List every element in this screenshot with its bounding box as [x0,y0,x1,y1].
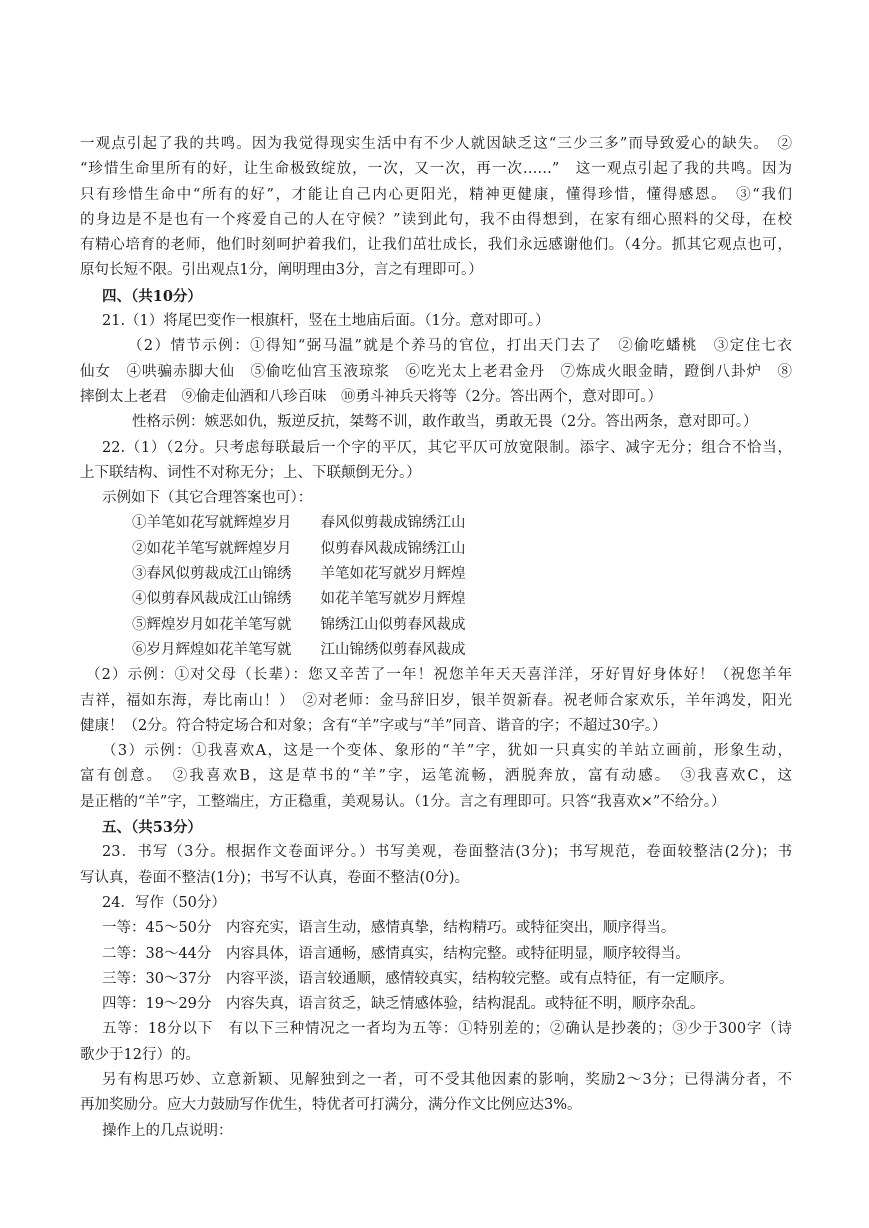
section-heading-four: 四、（共10分） [102,287,202,305]
section-heading-five: 五、（共53分） [102,819,202,837]
grade-level-3: 三等：30～37分 内容平淡，语言较通顺，感情较真实，结构较完整。或有点特征，有一定顺序。 [102,970,734,987]
text-line: 健康！（2分。符合特定场合和对象；含有“羊”字或与“羊”同音、谐音的字；不超过30字。） [80,717,667,734]
bonus-note: 另有构思巧妙、立意新颖、见解独到之一者，可不受其他因素的影响，奖励2～3分；已得满分者，不 [102,1071,792,1088]
question-22-1: 22.（1）（2分。只考虑每联最后一个字的平仄，其它平仄可放宽限制。添字、减字无分；组合不恰当， [102,439,792,456]
text-line: 富有创意。 ②我喜欢B，这是草书的“羊”字，运笔流畅，洒脱奔放，富有动感。 ③我喜欢C，这 [80,768,792,785]
answer-key-page [80,132,792,1144]
couplet-example: ⑤辉煌岁月如花羊笔写就 锦绣江山似剪春风裁成 [132,616,466,633]
question-24: 24．写作（50分） [102,894,226,911]
personality-example: 性格示例：嫉恶如仇，叛逆反抗，桀骜不训，敢作敢当，勇敢无畏（2分。答出两条，意对即可。） [132,414,758,431]
text-line: 只有珍惜生命中“所有的好”，才能让自己内心更阳光，精神更健康，懂得珍惜，懂得感恩。 ③“我们 [80,186,792,203]
couplet-example: ①羊笔如花写就辉煌岁月 春风似剪裁成锦绣江山 [132,515,466,532]
text-line: 仙女 ④哄骗赤脚大仙 ⑤偷吃仙宫玉液琼浆 ⑥吃光太上老君金丹 ⑦炼成火眼金睛，蹬倒八卦炉 ⑧ [80,363,792,380]
example-heading: 示例如下（其它合理答案也可）： [102,490,313,507]
text-line: 是正楷的“羊”字，工整端庄，方正稳重，美观易认。（1分。言之有理即可。只答“我喜欢×”不给分。） [80,793,726,810]
couplet-example: ⑥岁月辉煌如花羊笔写就 江山锦绣似剪春风裁成 [132,641,466,658]
text-line: 有精心培育的老师，他们时刻呵护着我们，让我们茁壮成长，我们永远感谢他们。（4分。抓其它观点也可， [80,237,792,254]
grade-level-1: 一等：45～50分 内容充实，语言生动，感情真挚，结构精巧。或特征突出，顺序得当。 [102,920,676,937]
text-line: 再加奖励分。应大力鼓励写作优生，特优者可打满分，满分作文比例应达3%。 [80,1097,582,1114]
question-23: 23．书写（3分。根据作文卷面评分。）书写美观，卷面整洁(3分)；书写规范，卷面较整洁(2分)；书 [102,844,792,861]
text-line: 歌少于12行）的。 [80,1046,200,1063]
question-22-3: （3）示例：①我喜欢A，这是一个变体、象形的“羊”字，犹如一只真实的羊站立画前，形象生动， [102,743,792,760]
couplet-example: ②如花羊笔写就辉煌岁月 似剪春风裁成锦绣江山 [132,540,466,557]
grade-level-5: 五等：18分以下 有以下三种情况之一者均为五等：①特别差的；②确认是抄袭的；③少于300字（诗 [102,1021,792,1038]
text-line: 写认真，卷面不整洁(1分)；书写不认真，卷面不整洁(0分)。 [80,869,470,886]
text-line: “珍惜生命里所有的好，让生命极致绽放，一次，又一次，再一次……” 这一观点引起了我的共鸣。因为 [80,161,792,178]
grade-level-4: 四等：19～29分 内容失真，语言贫乏，缺乏情感体验，结构混乱。或特征不明，顺序杂乱。 [102,996,705,1013]
text-line: 的身边是不是也有一个疼爱自己的人在守候？”读到此句，我不由得想到，在家有细心照料的父母，在校 [80,211,792,228]
text-line: 一观点引起了我的共鸣。因为我觉得现实生活中有不少人就因缺乏这“三少三多”而导致爱心的缺失。 ② [80,136,792,152]
question-21-1: 21.（1）将尾巴变作一根旗杆，竖在土地庙后面。（1分。意对即可。） [102,313,550,330]
couplet-example: ④似剪春风裁成江山锦绣 如花羊笔写就岁月辉煌 [132,591,466,608]
question-22-2: （2）示例：①对父母（长辈）：您又辛苦了一年！祝您羊年天天喜洋洋，牙好胃好身体好！（祝您羊年 [86,667,792,684]
question-21-2: （2）情节示例：①得知“弼马温”就是个养马的官位，打出天门去了 ②偷吃蟠桃 ③定住七衣 [128,338,792,355]
text-line: 上下联结构、词性不对称无分；上、下联颠倒无分。） [80,464,421,481]
text-line: 原句长短不限。引出观点1分，阐明理由3分，言之有理即可。） [80,262,483,279]
couplet-example: ③春风似剪裁成江山锦绣 羊笔如花写就岁月辉煌 [132,566,466,583]
operation-notes-heading: 操作上的几点说明： [102,1122,233,1139]
text-line: 摔倒太上老君 ⑨偷走仙酒和八珍百味 ⑩勇斗神兵天将等（2分。答出两个，意对即可。） [80,388,662,405]
text-line: 吉祥，福如东海，寿比南山！） ②对老师：金马辞旧岁，银羊贺新春。祝老师合家欢乐，羊年鸿发，阳光 [80,692,792,709]
grade-level-2: 二等：38～44分 内容具体，语言通畅，感情真实，结构完整。或特征明显，顺序较得当。 [102,945,690,962]
